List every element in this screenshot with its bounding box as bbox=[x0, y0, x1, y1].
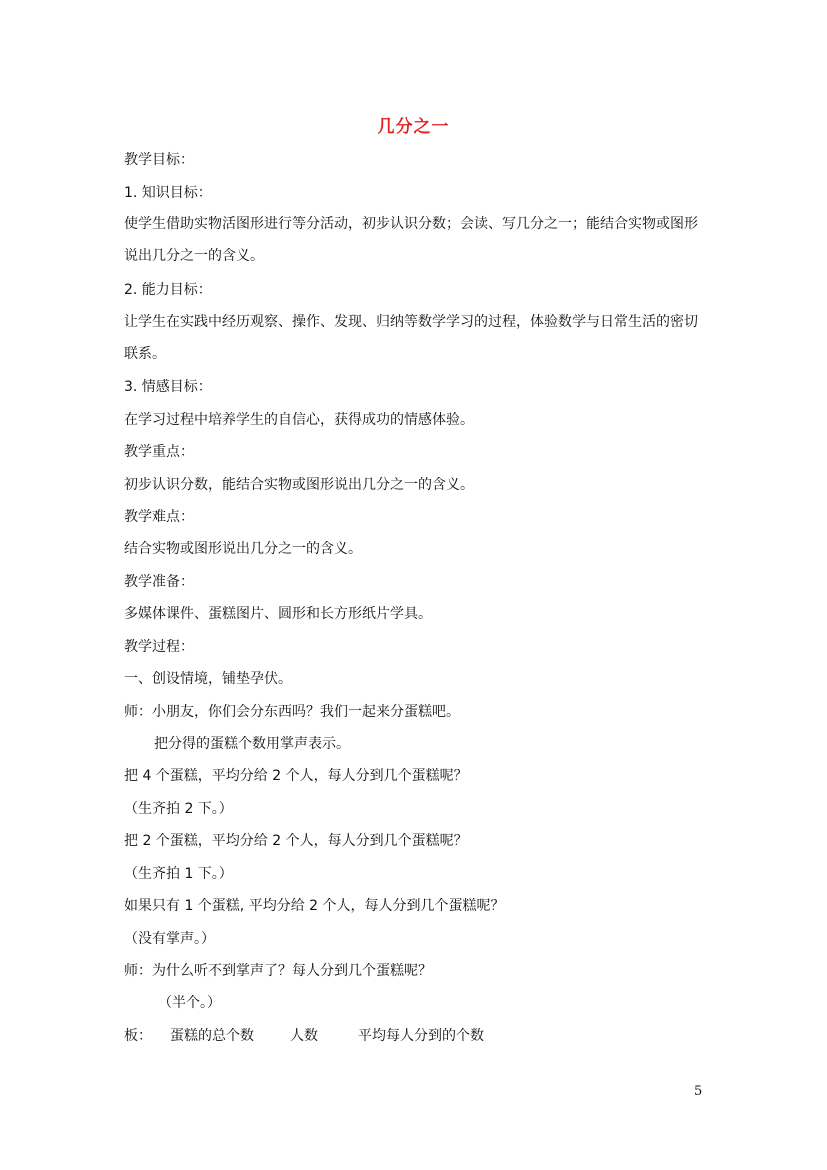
heading-process: 教学过程： bbox=[124, 639, 194, 655]
page-number: 5 bbox=[694, 1084, 703, 1099]
question-line-2: 把 2 个蛋糕，平均分给 2 个人，每人分到几个蛋糕呢？ bbox=[124, 833, 468, 849]
section-one-heading: 一、创设情境，铺垫孕伏。 bbox=[124, 671, 292, 687]
teacher-line-2: 师：为什么听不到掌声了？每人分到几个蛋糕呢？ bbox=[124, 963, 432, 979]
heading-key-point: 教学重点： bbox=[124, 444, 194, 460]
paragraph-ability-goal: 让学生在实践中经历观察、操作、发现、归纳等数学学习的过程，体验数学与日常生活的密切联系。 bbox=[124, 314, 698, 362]
heading-preparation: 教学准备： bbox=[124, 574, 194, 590]
document-title: 几分之一 bbox=[377, 117, 450, 137]
response-line-4: （半个。） bbox=[158, 995, 221, 1011]
board-row bbox=[124, 1026, 484, 1046]
heading-ability-goal: 2. 能力目标： bbox=[124, 282, 212, 298]
paragraph-difficulty: 结合实物或图形说出几分之一的含义。 bbox=[124, 541, 362, 557]
teacher-line-1: 师：小朋友，你们会分东西吗？我们一起来分蛋糕吧。 bbox=[124, 704, 460, 720]
paragraph-emotion-goal: 在学习过程中培养学生的自信心，获得成功的情感体验。 bbox=[124, 412, 474, 428]
paragraph-preparation: 多媒体课件、蛋糕图片、圆形和长方形纸片学具。 bbox=[124, 606, 432, 622]
heading-teaching-goals: 教学目标： bbox=[124, 152, 194, 168]
response-line-1: （生齐拍 2 下。） bbox=[124, 801, 233, 817]
heading-knowledge-goal: 1. 知识目标： bbox=[124, 185, 212, 201]
response-line-3: （没有掌声。） bbox=[124, 931, 215, 947]
heading-difficulty: 教学难点： bbox=[124, 509, 194, 525]
response-line-2: （生齐拍 1 下。） bbox=[124, 866, 233, 882]
board-col-people: 人数 bbox=[290, 1028, 318, 1044]
board-col-each: 平均每人分到的个数 bbox=[358, 1028, 484, 1044]
question-line-3: 如果只有 1 个蛋糕, 平均分给 2 个人，每人分到几个蛋糕呢？ bbox=[124, 898, 505, 914]
instruction-line: 把分得的蛋糕个数用掌声表示。 bbox=[154, 736, 350, 752]
paragraph-key-point: 初步认识分数，能结合实物或图形说出几分之一的含义。 bbox=[124, 477, 474, 493]
paragraph-knowledge-goal: 使学生借助实物活图形进行等分活动，初步认识分数；会读、写几分之一；能结合实物或图形说出几分之一的含义。 bbox=[124, 216, 698, 264]
board-col-total: 蛋糕的总个数 bbox=[170, 1028, 254, 1044]
board-label: 板： bbox=[124, 1028, 152, 1044]
question-line-1: 把 4 个蛋糕，平均分给 2 个人，每人分到几个蛋糕呢？ bbox=[124, 768, 468, 784]
heading-emotion-goal: 3. 情感目标： bbox=[124, 379, 212, 395]
